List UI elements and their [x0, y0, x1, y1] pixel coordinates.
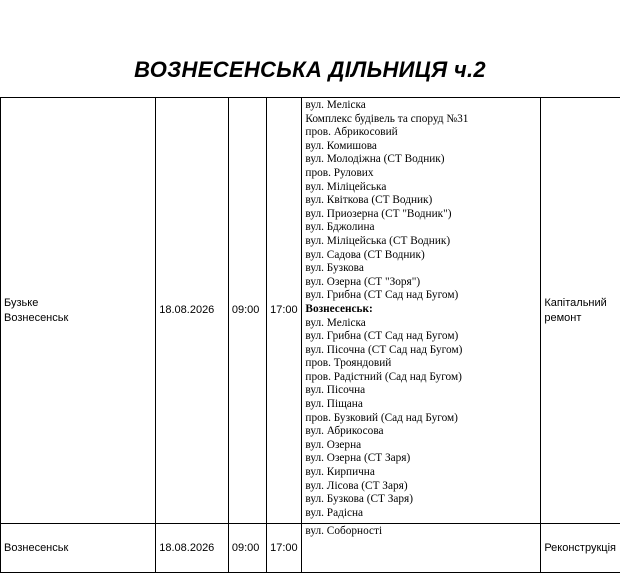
address-line: вул. Абрикосова: [305, 425, 384, 438]
address-line: пров. Бузковий (Сад над Бугом): [305, 411, 458, 424]
date-cell: 18.08.2026: [156, 524, 229, 573]
date-cell: 18.08.2026: [156, 98, 229, 524]
address-line: вул. Радісна: [305, 506, 364, 519]
address-line: вул. Лісова (СТ Заря): [305, 479, 408, 492]
address-line: вул. Бузкова (СТ Заря): [305, 493, 413, 506]
address-line: вул. Пісочна: [305, 384, 366, 397]
address-line: пров. Абрикосовий: [305, 126, 398, 139]
work-type-cell: [541, 98, 620, 524]
location-cell: Вознесенськ: [1, 524, 156, 573]
address-line: вул. Меліска: [305, 99, 366, 111]
end-time-cell: 17:00: [267, 524, 302, 573]
address-line: Комплекс будівель та споруд №31: [305, 112, 469, 125]
address-cell: [302, 98, 541, 524]
end-time-cell: 17:00: [267, 98, 302, 524]
address-line: вул. Міліцейська: [305, 180, 387, 193]
address-line: вул. Озерна (СТ Заря): [305, 452, 411, 465]
work-type-line: Капітальний: [544, 296, 607, 309]
address-line: вул. Квіткова (СТ Водник): [305, 194, 433, 207]
address-line: вул. Комишова: [305, 139, 377, 152]
address-line: пров. Радістний (Сад над Бугом): [305, 370, 462, 383]
address-line: вул. Грибна (СТ Сад над Бугом): [305, 330, 459, 343]
address-line: вул. Пісочна (СТ Сад над Бугом): [305, 343, 463, 356]
address-line: вул. Грибна (СТ Сад над Бугом): [305, 289, 459, 302]
address-line: вул. Молодіжна (СТ Водник): [305, 153, 445, 166]
address-line: пров. Трояндовий: [305, 357, 392, 370]
work-type-cell: Реконструкція: [541, 524, 620, 573]
outage-schedule-table: [0, 97, 620, 573]
start-time-cell: 09:00: [228, 98, 266, 524]
work-type-line: ремонт: [544, 311, 582, 324]
address-line: вул. Меліска: [305, 316, 366, 329]
page-title: ВОЗНЕСЕНСЬКА ДІЛЬНИЦЯ ч.2: [134, 57, 486, 82]
location-cell: [1, 98, 156, 524]
table-row: [1, 524, 620, 573]
address-line: пров. Рулових: [305, 166, 374, 179]
address-line: Вознесенськ:: [305, 302, 373, 315]
location-line: Вознесенськ: [4, 311, 69, 324]
table-row: [1, 98, 620, 524]
start-time-cell: 09:00: [228, 524, 266, 573]
address-line: вул. Кирпична: [305, 466, 375, 479]
address-line: вул. Бджолина: [305, 221, 375, 234]
address-line: вул. Бузкова: [305, 262, 364, 275]
address-line: вул. Піщана: [305, 398, 363, 411]
address-cell: [302, 524, 541, 573]
address-line: вул. Міліцейська (СТ Водник): [305, 234, 451, 247]
address-line: вул. Озерна (СТ "Зоря"): [305, 275, 421, 288]
address-line: вул. Приозерна (СТ "Водник"): [305, 207, 452, 220]
address-line: вул. Садова (СТ Водник): [305, 248, 425, 261]
location-line: Бузьке: [4, 296, 39, 309]
address-list: [305, 98, 540, 520]
address-text: вул. Соборності: [305, 525, 383, 537]
address-line: вул. Озерна: [305, 438, 362, 451]
